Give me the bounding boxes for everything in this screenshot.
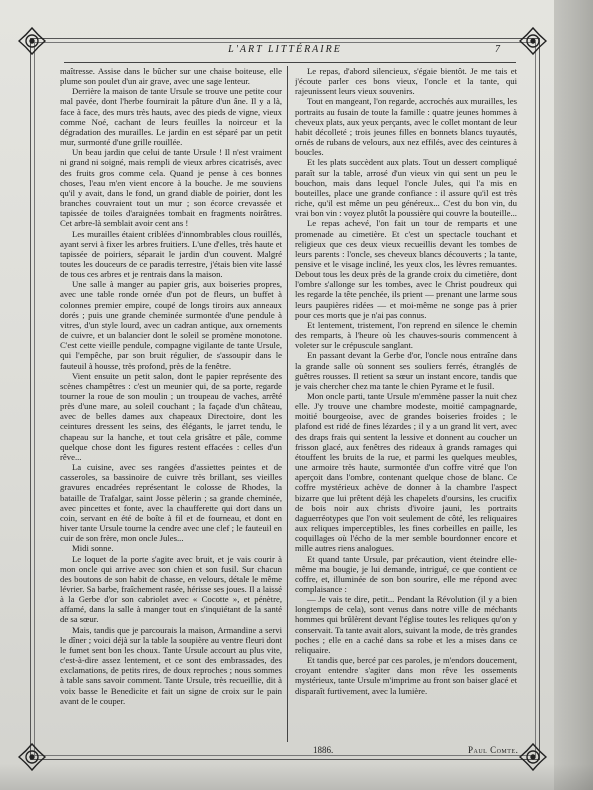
paragraph: Mais, tandis que je parcourais la maison, Armandine a servi le dîner ; voici déjà sur la table la soupière au ventre fleuri dont le fumet sent bon les choux. Tante Ursule accourt au plus vite, c'est-à-dire assez lentement, et ce sont des embrassades, des exclamations, de petits rires, de doux reproches ; nous sommes à table sans savoir comment. Tante Ursule, très recueillie, dit à voix basse le Benedicite et fait un signe de croix sur le pain avant de le couper. [60,624,282,706]
author-signature: Paul Comte. [468,745,519,755]
paragraph: Et quand tante Ursule, par précaution, vient éteindre elle-même ma bougie, je lui demande, intrigué, ce que contient ce coffre, et, illuminée de son bon sourire, elle me répond avec complaisance : [295,553,517,594]
page-number: 7 [495,44,500,55]
paragraph: Et tandis que, bercé par ces paroles, je m'endors doucement, croyant entendre s'agiter dans mon rêve les ossements mystérieux, tante Ursule m'imprime au front son baiser glacé et disparaît furtivement, avec la lumière. [295,655,517,696]
paragraph: Tout en mangeant, l'on regarde, accrochés aux murailles, les portraits au fusain de toute la famille : quatre jeunes hommes à cheveux plats, aux yeux perçants, avec le collet montant de leur habit décolleté ; trois jeunes filles en bonnets blancs tuyautés, ornés de rubans de velours, aux nez effilés, avec des ceintures à boucles. [295,96,517,158]
paragraph: Et les plats succèdent aux plats. Tout un dessert compliqué paraît sur la table, arrosé d'un vieux vin qui sent un peu le bouchon, mais dans lequel l'oncle Jules, qui l'a mis en bouteilles, place une grande confiance : il assure qu'il est très riche, qu'il est même un peu généreux... C'est du bon vin, du vrai bon vin : voyez plutôt la poussière qui couvre la bouteille... [295,157,517,219]
paragraph: Le repas achevé, l'on fait un tour de remparts et une promenade au cimetière. Et c'est un spectacle touchant et religieux que ces deux vieux recueillis devant les tombes de leurs parents : l'oncle, ses cheveux blancs découverts ; la tante, pensive et le visage incliné, les yeux clos, les lèvres remuantes. Debout tous les deux près de la grande croix du cimetière, dont l'ombre s'allonge sur les tombes, avec le Christ poudreux qui les regarde la tête penchée, ils prient — prenant une larme sous leurs paupières ridées — et moi-même ne songe pas à prier pour ces morts que je n'ai pas connus. [295,218,517,320]
text-column-right [295,66,517,738]
article-date: 1886. [313,745,334,755]
paragraph: Vient ensuite un petit salon, dont le papier représente des scènes champêtres : c'est un meunier qui, de sa porte, regarde tourner la roue de son moulin ; un troupeau de vaches, arrêté près d'une mare, au soleil couchant ; la façade d'un château, avec de belles dames aux chapeaux Directoire, dont les ceintures dressent les seins, des élégants, le jarret tendu, le chapeau sur la hanche, et tout cela grisâtre et pâle, comme quelque chose dont les figures restent effacées : celles d'un rêve... [60,370,282,462]
paragraph: Le loquet de la porte s'agite avec bruit, et je vais courir à mon oncle qui arrive avec son chien et son fusil. Sur chacun des boutons de son habit de chasse, en velours, détale le même lévrier. Sa barbe, fraîchement rasée, hérisse ses joues. Il a laissé à la Gerbe d'or son cabriolet avec « Cocotte », et pénètre, affamé, dans la salle à manger tout en s'inquiétant de la santé de sa sœur. [60,553,282,625]
bottom-shadow [0,764,593,790]
paragraph: Un beau jardin que celui de tante Ursule ! Il n'est vraiment ni grand ni soigné, mais rempli de vieux arbres cicatrisés, avec des fruits gros comme cela. Quand je pense à ces bonnes choses, l'eau m'en vient encore à la bouche. Je me souviens qu'il y avait, dans le fond, un grand diable de poirier, dont les branches couvraient tout un mur ; son écorce crevassée et tapissée de toiles d'araignées tombait en fragments noirâtres. Cet arbre-là semblait avoir cent ans ! [60,147,282,229]
paragraph: La cuisine, avec ses rangées d'assiettes peintes et de casseroles, sa bassinoire de cuivre très brillant, ses vieilles gravures encadrées représentant le colosse de Rhodes, la bataille de Trafalgar, saint Josse pèlerin ; sa grande cheminée, avec pincettes et fonte, avec la chaufferette qui dort dans un coin, servant en été de boîte à fil et de fourneau, et dont en hiver tante Ursule tourne la cendre avec une clef ; le fauteuil en cuir de son frère, mon oncle Jules... [60,462,282,544]
corner-ornament-icon [518,26,548,56]
running-head-title: L'ART LITTÉRAIRE [228,44,342,55]
paragraph: Mon oncle parti, tante Ursule m'emmène passer la nuit chez elle. J'y trouve une chambre modeste, moitié campagnarde, moitié bourgeoise, avec de grandes boiseries froides ; le plafond est ridé de fines lézardes ; il y a un grand lit vert, avec des draps frais qui sentent la lessive et donnent au coucher un frisson glacé, aux fenêtres des rideaux à grands ramages qui étouffent les bruits de la rue, et parmi les quelques meubles, une armoire très haute, surmontée d'un coffre vitré que l'on aperçoit dans l'ombre, contenant quelque chose de blanc. Ce coffre mystérieux achève de donner à la chambre l'aspect bizarre que lui prêtent déjà les chapelets d'oursins, les crucifix de bois noir aux christs d'ivoire jauni, les portraits daguerréotypes que l'on voit seulement de côté, les reliquaires aux reliques imperceptibles, les fines corbeilles en paille, les coquillages où l'écho de la mer semble bourdonner encore et mille autres riens analogues. [295,391,517,554]
paragraph: Derrière la maison de tante Ursule se trouve une petite cour mal pavée, dont l'herbe fournirait la pâture d'un âne. Il y a là, face à face, des murs très hauts, avec des pieds de vigne, vieux comme Noé, cachant de leurs feuilles la noirceur et la dégradation des murailles. Le jardin en est séparé par un petit mur, surmonté d'une grille rouillée. [60,86,282,148]
paragraph: maîtresse. Assise dans le bûcher sur une chaise boiteuse, elle plume son poulet d'un air grave, avec une sage lenteur. [60,66,282,87]
paragraph: En passant devant la Gerbe d'or, l'oncle nous entraîne dans la grande salle où sonnent ses souliers ferrés, étranglés de guêtres rousses. Il retient sa sœur un instant encore, tandis que je vais chercher chez ma tante le chien Pyrame et le fusil. [295,350,517,391]
book-spine-edge [554,0,593,790]
paragraph: Une salle à manger au papier gris, aux boiseries propres, avec une table ronde ornée d'un pot de fleurs, un buffet à colonnes premier empire, coupé de longs tiroirs aux anneaux dorés ; puis une grande cheminée surmontée d'une pendule à vitres, d'un style lourd, avec un cadran antique, aux ornements de cuivre, et un balancier dont le soleil se promène monotone. C'est cette vieille pendule, compagne vigilante de tante Ursule, qui l'empêche, par son bruit régulier, de s'assoupir dans le fauteuil à housse, très profond, près de la fenêtre. [60,279,282,371]
header-rule [64,62,516,63]
paragraph: Et lentement, tristement, l'on reprend en silence le chemin des remparts, à l'heure où les chauves-souris commencent à voleter sur le crépuscule sanglant. [295,319,517,351]
text-column-left [60,66,282,738]
corner-ornament-icon [17,26,47,56]
paragraph: Les murailles étaient criblées d'innombrables clous rouillés, ayant servi à fixer les arbres fruitiers. L'une d'elles, très haute et tapissée de poiriers, séparait le jardin d'un couvent. Malgré toutes les douceurs de ce paradis terrestre, j'étais bien vite lassé de tous ces arbres et je rentrais dans la maison. [60,228,282,280]
column-separator [287,66,288,742]
paragraph: Le repas, d'abord silencieux, s'égaie bientôt. Je me tais et j'écoute parler ces bons vieux, l'oncle et la tante, qui rajeunissent leurs vieux souvenirs. [295,66,517,97]
paragraph: Midi sonne. [72,543,114,554]
paragraph: — Je vais te dire, petit... Pendant la Révolution (il y a bien longtemps de cela), sont venus dans notre ville de méchants hommes qui brûlèrent devant l'église toutes les reliques qu'on y conservait. Ta tante avait alors, suivant la mode, de très grandes poches ; elle en a caché dans sa robe et les a mises dans ce reliquaire. [295,594,517,655]
